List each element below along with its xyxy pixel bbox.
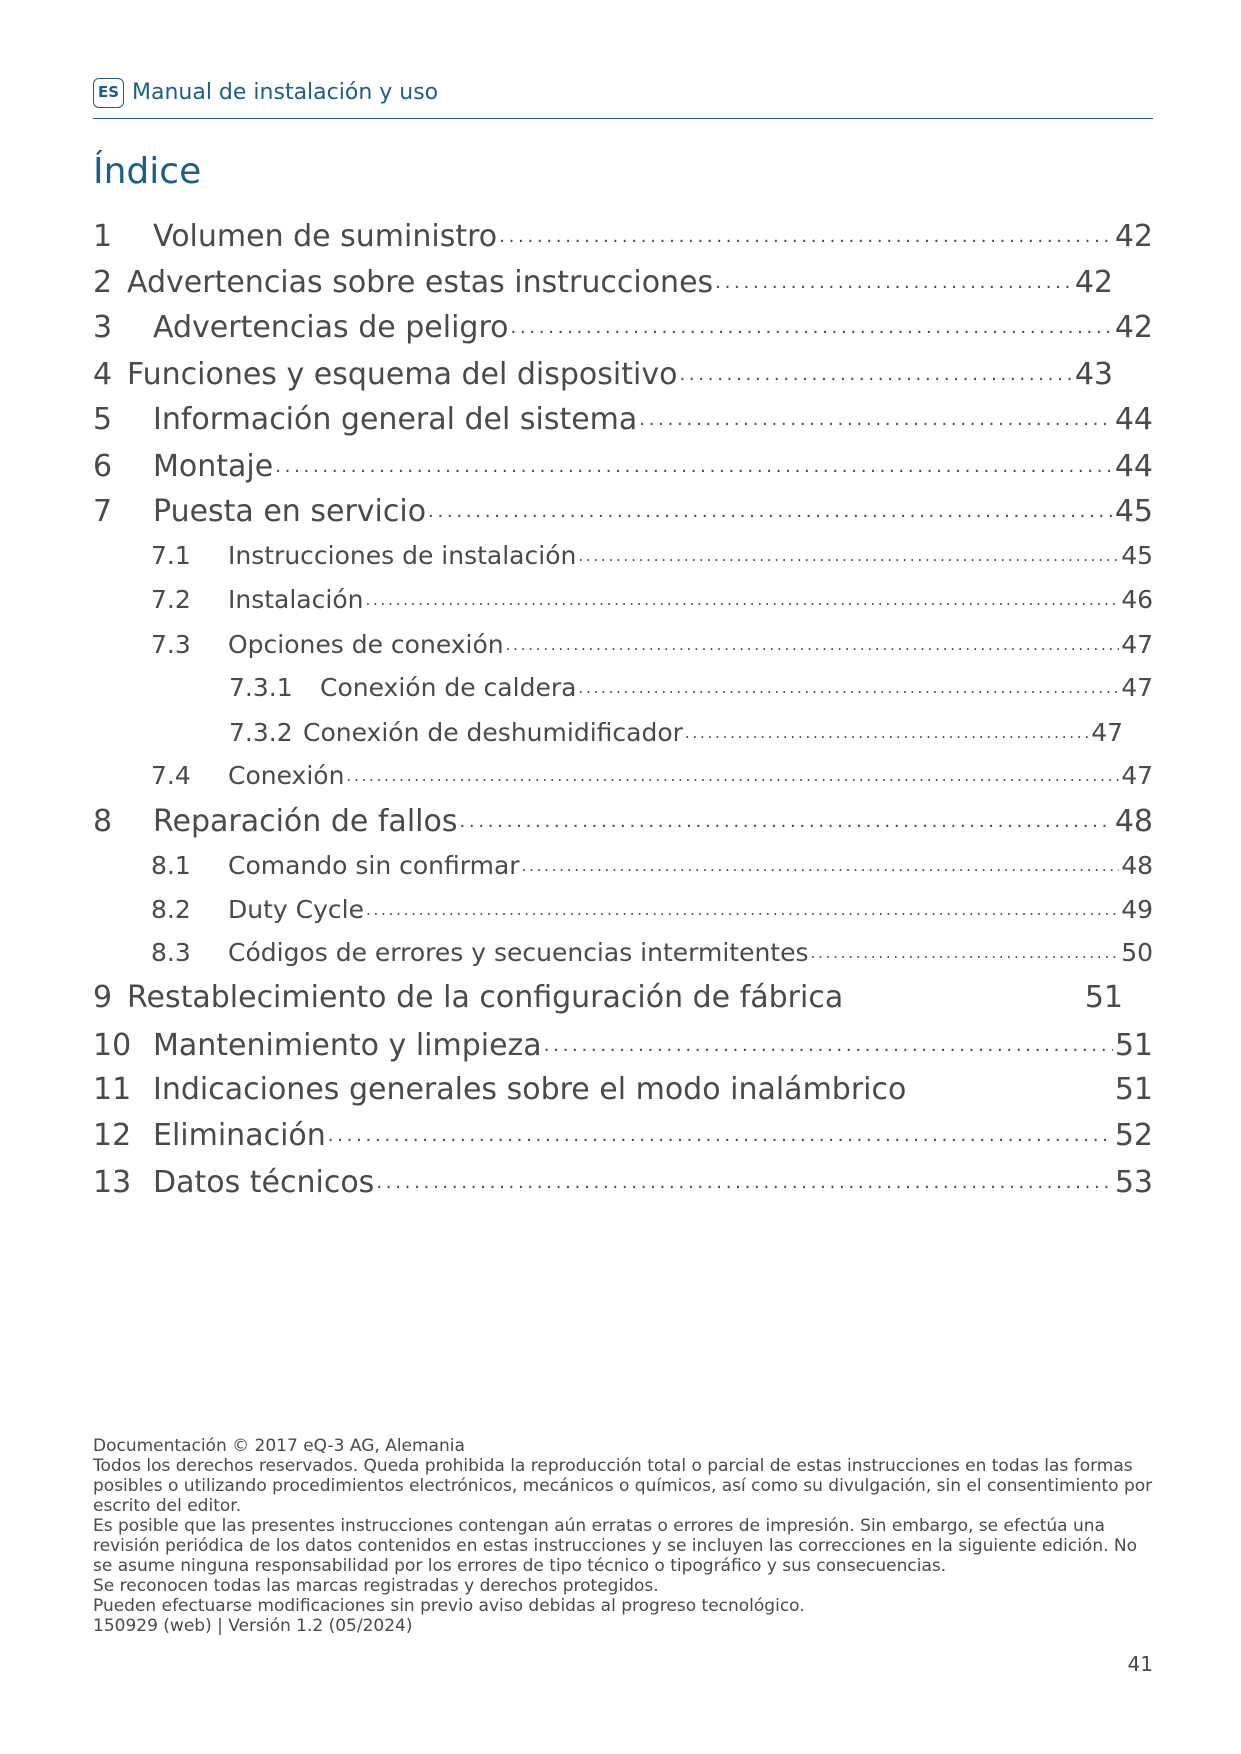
toc-entry-page: 50 <box>1121 938 1153 967</box>
dot-leader <box>578 539 1119 564</box>
dot-leader <box>578 671 1119 696</box>
toc-entry-page: 47 <box>1091 718 1123 747</box>
toc-entry-page: 45 <box>1121 541 1153 570</box>
toc-entry-title: Puesta en servicio <box>153 494 427 529</box>
toc-entry[interactable] <box>93 1070 1153 1110</box>
toc-entry-number: 12 <box>93 1118 132 1153</box>
toc-entry-page: 42 <box>1114 219 1153 254</box>
toc-entry-title: Restablecimiento de la configuración de fábrica <box>127 980 844 1015</box>
header-title: Manual de instalación y uso <box>132 80 439 105</box>
toc-entry-title: Funciones y esquema del dispositivo <box>127 357 678 392</box>
dot-leader <box>811 936 1120 961</box>
toc-entry[interactable] <box>151 936 1153 970</box>
toc-entry-title: Conexión de deshumidificador <box>303 718 683 747</box>
toc-entry-number: 7.2 <box>151 585 191 614</box>
toc-entry-title: Eliminación <box>153 1118 326 1153</box>
toc-entry[interactable] <box>151 759 1153 793</box>
toc-entry-page: 51 <box>1114 1072 1153 1107</box>
toc-entry[interactable] <box>93 262 1113 303</box>
toc-entry-page: 42 <box>1074 265 1113 300</box>
toc-entry[interactable] <box>151 849 1153 883</box>
toc-entry-number: 13 <box>93 1165 132 1200</box>
version-line: 150929 (web) | Versión 1.2 (05/2024) <box>93 1616 413 1636</box>
toc-entry-number: 4 <box>93 357 113 392</box>
dot-leader <box>522 849 1120 874</box>
toc-entry-number: 8.2 <box>151 895 191 924</box>
toc-entry-number: 7.3.2 <box>229 718 293 747</box>
toc-entry-page: 45 <box>1114 494 1153 529</box>
dot-leader <box>499 216 1113 246</box>
dot-leader <box>328 1115 1113 1145</box>
toc-entry-title: Conexión de caldera <box>320 673 577 702</box>
toc-entry-title: Mantenimiento y limpieza <box>153 1028 542 1063</box>
toc-entry-number: 1 <box>93 219 113 254</box>
dot-leader <box>679 354 1072 384</box>
toc-entry[interactable] <box>93 354 1113 395</box>
toc-entry-title: Indicaciones generales sobre el modo inalámbrico <box>153 1072 907 1107</box>
toc-entry-number: 8.1 <box>151 851 191 880</box>
dot-leader <box>346 759 1119 784</box>
trademarks-line: Se reconocen todas las marcas registradas y derechos protegidos. <box>93 1576 659 1596</box>
toc-entry-page: 48 <box>1121 851 1153 880</box>
toc-entry[interactable] <box>93 399 1153 440</box>
toc-entry-number: 9 <box>93 980 113 1015</box>
toc-entry-title: Advertencias sobre estas instrucciones <box>127 265 714 300</box>
toc-entry-number: 7.3.1 <box>229 673 293 702</box>
toc-entry-number: 11 <box>93 1072 132 1107</box>
dot-leader <box>365 583 1119 608</box>
errata-paragraph: Es posible que las presentes instrucciones contengan aún erratas o errores de impresión. Sin embargo, se efectúa una revisión periódica de los datos contenidos en estas instrucciones y se incluyen las correcciones en la siguiente edición. No se asume ninguna responsabilidad por los errores de tipo técnico o tipográfico y sus consecuencias. <box>93 1516 1138 1576</box>
toc-entry[interactable] <box>93 446 1153 487</box>
toc-entry[interactable] <box>93 307 1153 348</box>
dot-leader <box>376 1162 1113 1192</box>
toc-entry[interactable] <box>229 671 1153 705</box>
rights-paragraph: Todos los derechos reservados. Queda prohibida la reproducción total o parcial de estas instrucciones en todas las formas posibles o utilizando procedimientos electrónicos, mecánicos o químicos, así como su divulgación, sin el consentimiento por escrito del editor. <box>93 1456 1153 1516</box>
dot-leader <box>685 716 1089 741</box>
toc-entry-number: 10 <box>93 1028 132 1063</box>
toc-entry-page: 48 <box>1114 804 1153 839</box>
dot-leader <box>510 307 1112 337</box>
toc-entry-title: Información general del sistema <box>153 402 638 437</box>
dot-leader <box>428 491 1113 521</box>
toc-entry-number: 7.1 <box>151 541 191 570</box>
toc-entry-number: 3 <box>93 310 113 345</box>
legal-notice <box>93 1436 1153 1636</box>
toc-entry-page: 53 <box>1114 1165 1153 1200</box>
toc-entry-title: Opciones de conexión <box>228 630 504 659</box>
toc-entry-number: 8.3 <box>151 938 191 967</box>
toc-entry[interactable] <box>93 801 1153 842</box>
toc-entry-number: 2 <box>93 265 113 300</box>
toc-entry-page: 51 <box>1084 980 1123 1015</box>
language-badge: ES <box>93 78 124 108</box>
toc-entry-page: 46 <box>1121 585 1153 614</box>
toc-entry-number: 7.4 <box>151 761 191 790</box>
copyright-line: Documentación © 2017 eQ-3 AG, Alemania <box>93 1436 465 1456</box>
toc-entry-page: 47 <box>1121 673 1153 702</box>
dot-leader <box>715 262 1073 292</box>
toc-entry[interactable] <box>229 716 1123 750</box>
dot-leader <box>544 1025 1113 1055</box>
toc-entry[interactable] <box>151 893 1153 927</box>
toc-entry-title: Volumen de suministro <box>153 219 498 254</box>
toc-entry[interactable] <box>93 1115 1153 1156</box>
toc-entry-page: 52 <box>1114 1118 1153 1153</box>
toc-entry-title: Conexión <box>228 761 345 790</box>
toc-entry-number: 8 <box>93 804 113 839</box>
toc-entry[interactable] <box>93 1025 1153 1066</box>
toc-entry-title: Datos técnicos <box>153 1165 375 1200</box>
toc-entry[interactable] <box>151 539 1153 573</box>
dot-leader <box>459 801 1112 831</box>
toc-entry-title: Reparación de fallos <box>153 804 458 839</box>
toc-entry-page: 51 <box>1114 1028 1153 1063</box>
toc-entry-page: 49 <box>1121 895 1153 924</box>
toc-entry-title: Advertencias de peligro <box>153 310 509 345</box>
toc-entry[interactable] <box>93 491 1153 532</box>
dot-leader <box>506 628 1120 653</box>
toc-entry-page: 47 <box>1121 630 1153 659</box>
toc-entry-page: 44 <box>1114 402 1153 437</box>
toc-heading: Índice <box>93 151 202 192</box>
toc-entry-title: Duty Cycle <box>228 895 364 924</box>
dot-leader <box>639 399 1113 429</box>
toc-entry-title: Comando sin confirmar <box>228 851 520 880</box>
toc-entry-number: 6 <box>93 449 113 484</box>
toc-entry-number: 5 <box>93 402 113 437</box>
page-header <box>93 78 1153 119</box>
toc-entry-title: Instrucciones de instalación <box>228 541 577 570</box>
toc-entry-number: 7 <box>93 494 113 529</box>
toc-entry[interactable] <box>93 216 1153 257</box>
toc-entry-page: 42 <box>1114 310 1153 345</box>
modifications-line: Pueden efectuarse modificaciones sin previo aviso debidas al progreso tecnológico. <box>93 1596 805 1616</box>
toc-entry-page: 47 <box>1121 761 1153 790</box>
toc-entry-page: 43 <box>1074 357 1113 392</box>
toc-entry[interactable] <box>93 978 1123 1018</box>
toc-entry-title: Montaje <box>153 449 274 484</box>
toc-entry-number: 7.3 <box>151 630 191 659</box>
dot-leader <box>366 893 1119 918</box>
toc-entry-page: 44 <box>1114 449 1153 484</box>
dot-leader <box>275 446 1113 476</box>
toc-entry[interactable] <box>151 628 1153 662</box>
toc-entry[interactable] <box>93 1162 1153 1203</box>
toc-entry-title: Códigos de errores y secuencias intermitentes <box>228 938 809 967</box>
toc-entry[interactable] <box>151 583 1153 617</box>
page-number: 41 <box>1127 1652 1153 1676</box>
toc-entry-title: Instalación <box>228 585 364 614</box>
